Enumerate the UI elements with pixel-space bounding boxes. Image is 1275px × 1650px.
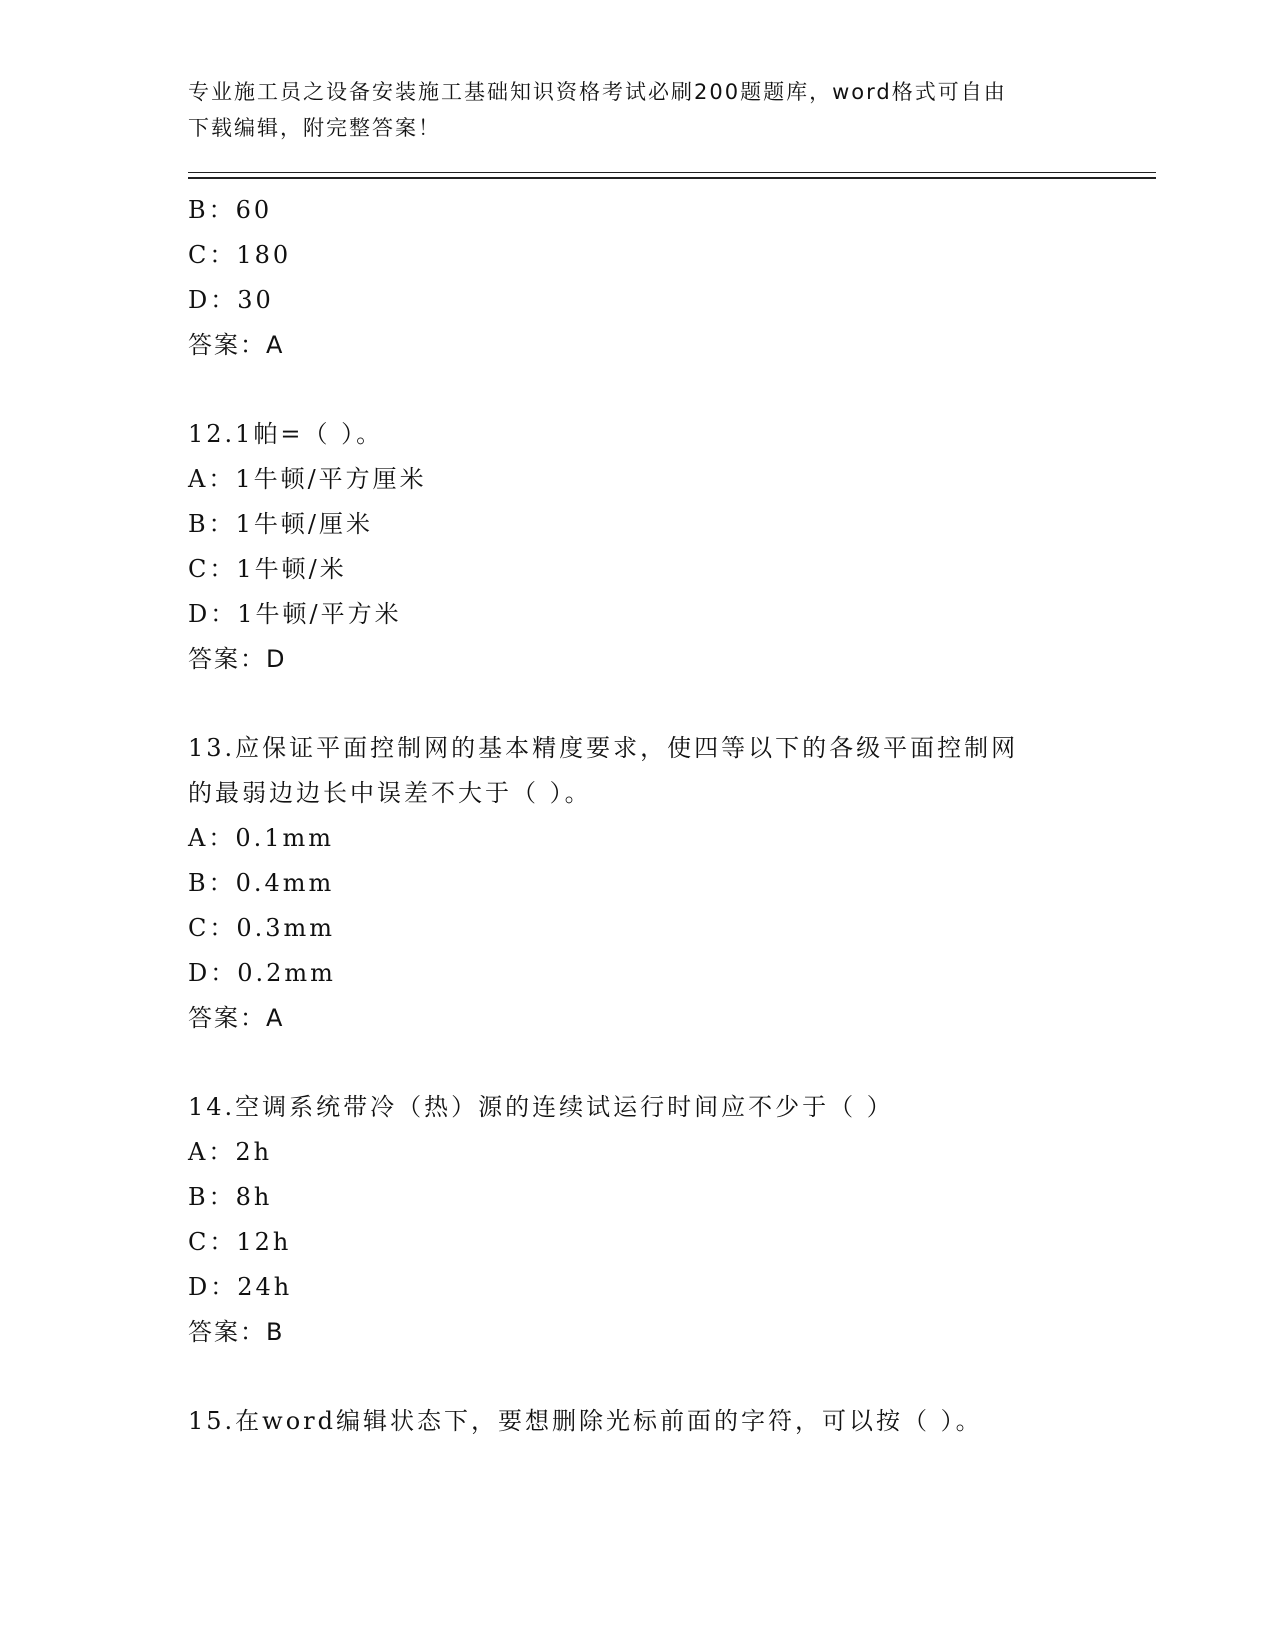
header-line-1: 专业施工员之设备安装施工基础知识资格考试必刷200题题库，word格式可自由 [188, 80, 1007, 104]
option-b: B：1牛顿/厘米 [188, 510, 373, 538]
header-rule-top [188, 172, 1156, 173]
option-b: B：8h [188, 1183, 273, 1211]
option-d: D：1牛顿/平方米 [188, 600, 402, 628]
option-b: B：0.4mm [188, 869, 335, 897]
option-c: C：1牛顿/米 [188, 555, 347, 583]
answer-label: 答案：A [188, 331, 285, 359]
question-stem: 12.1帕=（ ）。 [188, 420, 384, 448]
option-b: B：60 [188, 196, 273, 224]
option-d: D：24h [188, 1273, 293, 1301]
answer-label: 答案：B [188, 1318, 285, 1346]
header-rule-bottom [188, 177, 1156, 179]
option-a: A：2h [188, 1138, 273, 1166]
option-a: A：0.1mm [188, 824, 335, 852]
answer-label: 答案：D [188, 645, 287, 673]
question-stem: 13.应保证平面控制网的基本精度要求，使四等以下的各级平面控制网 [188, 734, 1019, 762]
option-c: C：12h [188, 1228, 292, 1256]
question-stem: 15.在word编辑状态下，要想删除光标前面的字符，可以按（ ）。 [188, 1407, 983, 1435]
option-d: D：0.2mm [188, 959, 336, 987]
document-header [188, 74, 1068, 146]
option-d: D：30 [188, 286, 274, 314]
option-c: C：180 [188, 241, 292, 269]
question-stem: 14.空调系统带冷（热）源的连续试运行时间应不少于（ ） [188, 1093, 894, 1121]
answer-label: 答案：A [188, 1004, 285, 1032]
question-stem-continued: 的最弱边边长中误差不大于（ ）。 [188, 779, 592, 807]
option-a: A：1牛顿/平方厘米 [188, 465, 427, 493]
option-c: C：0.3mm [188, 914, 336, 942]
header-line-2: 下载编辑，附完整答案！ [188, 116, 441, 140]
